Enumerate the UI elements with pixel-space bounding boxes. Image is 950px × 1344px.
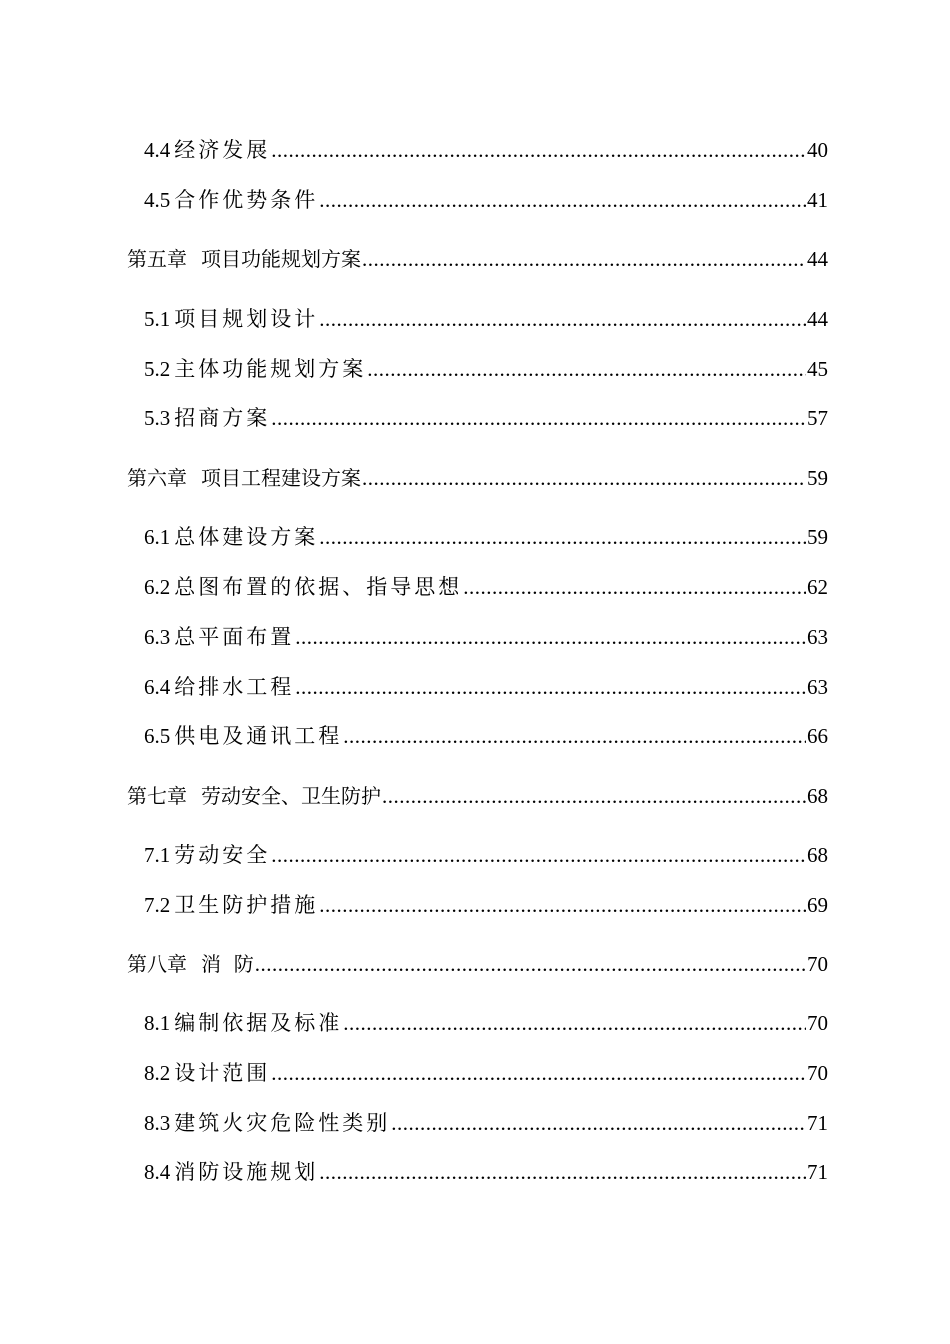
toc-entry[interactable]	[144, 841, 828, 869]
toc-entry[interactable]	[144, 1009, 828, 1037]
dot-leader	[319, 523, 806, 551]
toc-page-number: 69	[807, 893, 828, 917]
dot-leader	[319, 186, 806, 214]
dot-leader	[271, 404, 806, 432]
dot-leader	[463, 573, 806, 601]
dot-leader	[343, 1009, 806, 1037]
dot-leader	[271, 136, 806, 164]
toc-page-number: 45	[807, 357, 828, 381]
toc-entry[interactable]	[144, 623, 828, 651]
toc-title: 设计范围	[174, 1061, 271, 1085]
dot-leader	[271, 841, 806, 869]
toc-page-number: 40	[807, 138, 828, 162]
dot-leader	[319, 891, 806, 919]
toc-number: 4.5	[144, 188, 171, 212]
toc-page-number: 71	[807, 1111, 828, 1135]
toc-number: 8.1	[144, 1011, 171, 1035]
toc-number: 6.2	[144, 575, 171, 599]
toc-entry[interactable]	[144, 523, 828, 551]
toc-number: 8.3	[144, 1111, 171, 1135]
toc-entry[interactable]	[144, 1059, 828, 1087]
toc-title: 供电及通讯工程	[174, 724, 343, 748]
toc-number: 6.1	[144, 525, 171, 549]
toc-page-number: 57	[807, 406, 828, 430]
dot-leader	[362, 245, 806, 273]
dot-leader	[271, 1059, 806, 1087]
toc-entry[interactable]	[144, 673, 828, 701]
toc-page-number: 44	[807, 307, 828, 331]
toc-page-number: 66	[807, 724, 828, 748]
toc-title: 劳动安全、卫生防护	[201, 784, 381, 808]
toc-page-number: 63	[807, 625, 828, 649]
toc-entry[interactable]	[144, 891, 828, 919]
toc-page-number: 59	[807, 525, 828, 549]
toc-page-number: 44	[807, 247, 828, 271]
toc-chapter-entry[interactable]	[127, 782, 828, 810]
toc-title: 主体功能规划方案	[174, 357, 367, 381]
toc-number: 5.2	[144, 357, 171, 381]
toc-number: 7.2	[144, 893, 171, 917]
toc-number: 5.3	[144, 406, 171, 430]
toc-number: 6.5	[144, 724, 171, 748]
toc-title: 项目工程建设方案	[201, 466, 361, 490]
dot-leader	[362, 464, 806, 492]
toc-page-number: 70	[807, 952, 828, 976]
toc-title: 编制依据及标准	[174, 1011, 343, 1035]
dot-leader	[319, 1158, 806, 1186]
toc-title: 卫生防护措施	[174, 893, 319, 917]
toc-title: 项目功能规划方案	[201, 247, 361, 271]
toc-number: 6.3	[144, 625, 171, 649]
toc-title: 总图布置的依据、指导思想	[174, 575, 463, 599]
toc-title: 项目规划设计	[174, 307, 319, 331]
toc-entry[interactable]	[144, 186, 828, 214]
toc-page-number: 68	[807, 784, 828, 808]
toc-title: 总平面布置	[174, 625, 295, 649]
toc-page-number: 62	[807, 575, 828, 599]
toc-page-number: 41	[807, 188, 828, 212]
toc-number: 5.1	[144, 307, 171, 331]
toc-chapter-number: 第八章	[127, 952, 187, 976]
dot-leader	[391, 1109, 806, 1137]
toc-chapter-entry[interactable]	[127, 950, 828, 978]
toc-chapter-number: 第五章	[127, 247, 187, 271]
toc-title: 合作优势条件	[174, 188, 319, 212]
toc-title: 给排水工程	[174, 675, 295, 699]
toc-entry[interactable]	[144, 136, 828, 164]
toc-number: 7.1	[144, 843, 171, 867]
toc-page-number: 63	[807, 675, 828, 699]
toc-title: 建筑火灾危险性类别	[174, 1111, 391, 1135]
dot-leader	[343, 722, 806, 750]
toc-entry[interactable]	[144, 305, 828, 333]
dot-leader	[382, 782, 806, 810]
toc-page-number: 59	[807, 466, 828, 490]
toc-entry[interactable]	[144, 355, 828, 383]
toc-page-number: 71	[807, 1160, 828, 1184]
toc-entry[interactable]	[144, 1158, 828, 1186]
toc-entry[interactable]	[144, 1109, 828, 1137]
toc-chapter-entry[interactable]	[127, 464, 828, 492]
toc-title: 招商方案	[174, 406, 271, 430]
dot-leader	[295, 623, 806, 651]
dot-leader	[367, 355, 806, 383]
toc-page-number: 70	[807, 1011, 828, 1035]
toc-title: 劳动安全	[174, 843, 271, 867]
toc-page-number: 68	[807, 843, 828, 867]
toc-title: 经济发展	[174, 138, 271, 162]
toc-entry[interactable]	[144, 573, 828, 601]
toc-entry[interactable]	[144, 722, 828, 750]
toc-title: 总体建设方案	[174, 525, 319, 549]
toc-title: 消 防	[201, 952, 254, 976]
toc-chapter-entry[interactable]	[127, 245, 828, 273]
toc-chapter-number: 第七章	[127, 784, 187, 808]
dot-leader	[295, 673, 806, 701]
dot-leader	[255, 950, 806, 978]
toc-page-number: 70	[807, 1061, 828, 1085]
toc-chapter-number: 第六章	[127, 466, 187, 490]
toc-number: 8.4	[144, 1160, 171, 1184]
dot-leader	[319, 305, 806, 333]
toc-entry[interactable]	[144, 404, 828, 432]
toc-title: 消防设施规划	[174, 1160, 319, 1184]
toc-number: 4.4	[144, 138, 171, 162]
toc-number: 8.2	[144, 1061, 171, 1085]
toc-number: 6.4	[144, 675, 171, 699]
